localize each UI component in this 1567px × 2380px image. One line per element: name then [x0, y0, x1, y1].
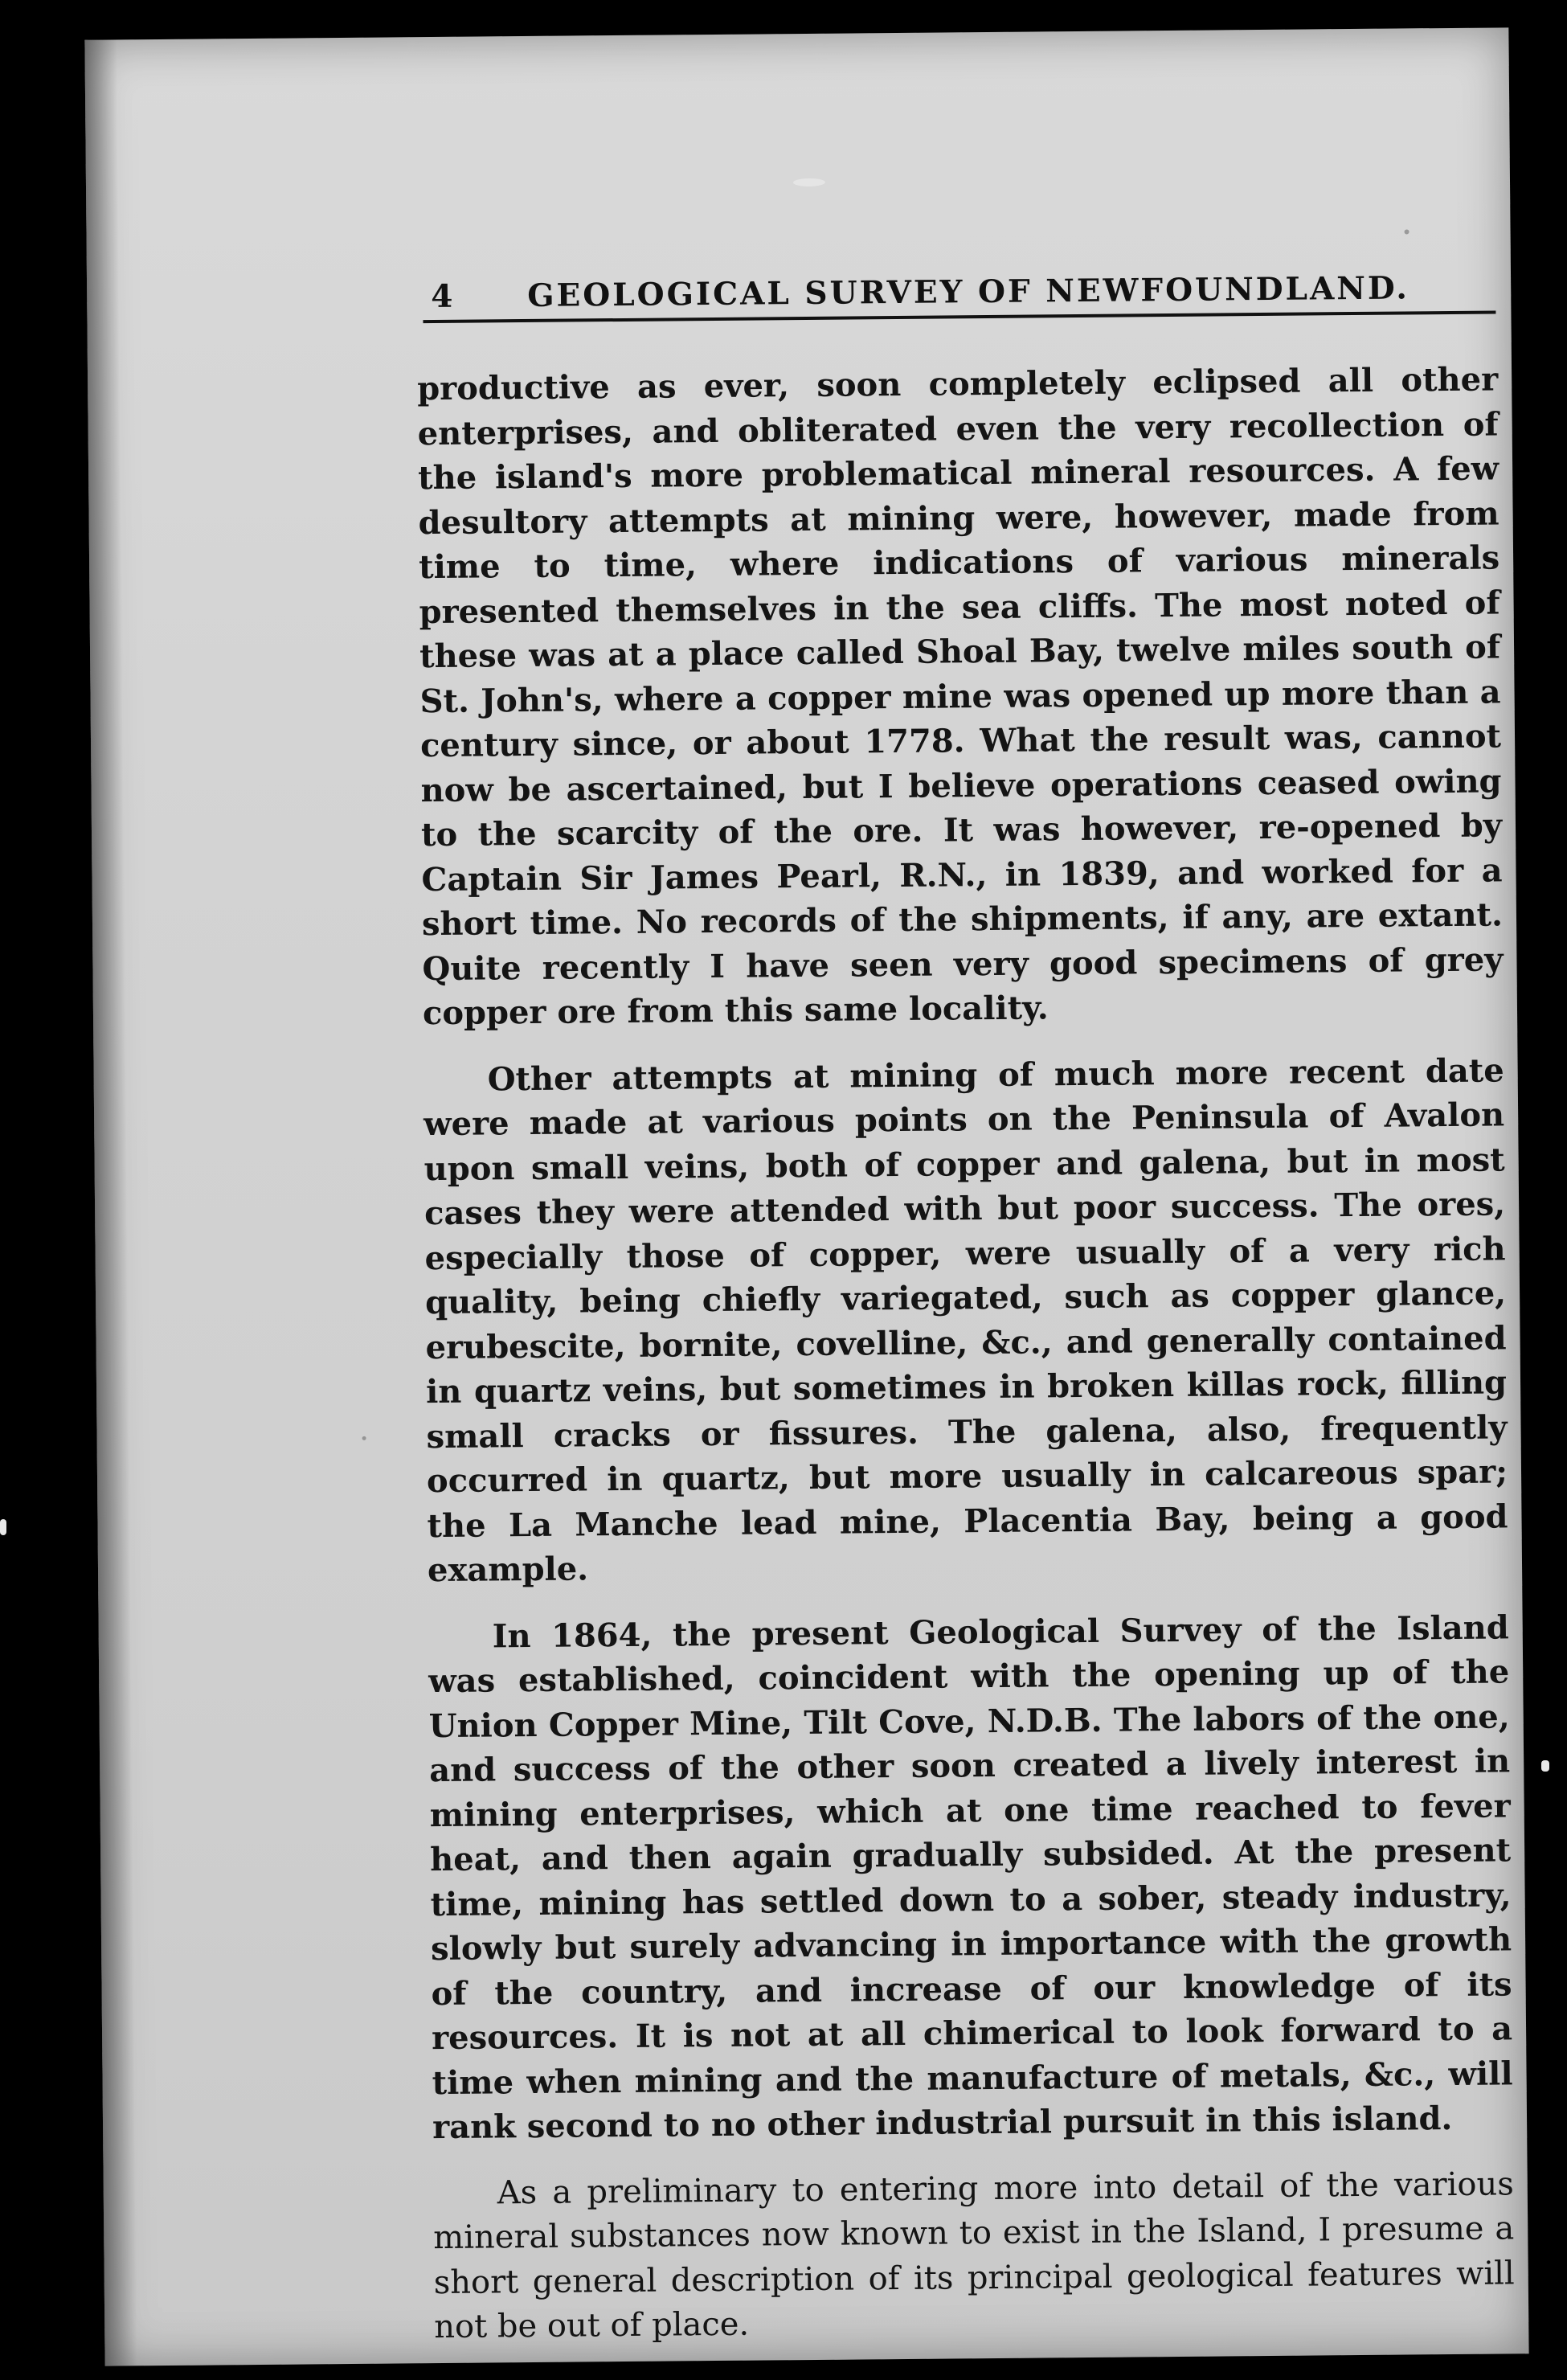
paragraph-4: As a preliminary to entering more into detail of the various mineral substances now known to exist in the Island, I presume a short general description of its principal geological features will not be out of place. — [433, 2165, 1515, 2346]
paper-speck — [1405, 229, 1409, 234]
paper-speck — [362, 1436, 366, 1440]
scanned-page — [84, 27, 1528, 2366]
paper-speck — [793, 178, 825, 186]
paragraph-3: In 1864, the present Geological Survey of the Island was established, coincident with the opening up of the Union Copper Mine, Tilt Cove, N.D.B. The labors of the one, and success of the other soon created a lively interest in mining enterprises, which at one time reached to fever heat, and then again gradually subsided. At the present time, mining has settled down to a sober, steady industry, slowly but surely advancing in importance with the growth of the country, and increase of our knowledge of its resources. It is not at all chimerical to look forward to a time when mining and the manufacture of metals, &c., will rank second to no other industrial pursuit in this island. — [428, 1608, 1513, 2147]
edge-mark — [0, 1519, 6, 1535]
edge-mark — [1541, 1760, 1549, 1772]
page-number: 4 — [431, 277, 455, 316]
running-head — [423, 268, 1495, 323]
paragraph-2: Other attempts at mining of much more recent date were made at various points on the Peninsula of Avalon upon small veins, both of copper and galena, but in most cases they were attended with but poor success. The ores, especially those of copper, were usually of a very rich quality, being chiefly variegated, such as copper glance, erubescite, bornite, covelline, &c., and generally contained in quartz veins, but sometimes in broken killas rock, filling small cracks or fissures. The galena, also, frequently occurred in quartz, but more usually in calcareous spar; the La Manche lead mine, Placentia Bay, being a good example. — [423, 1051, 1508, 1590]
paragraph-1: productive as ever, soon completely eclipsed all other enterprises, and obliterated even the very recollection of the island's more problematical mineral resources. A few desultory attempts at mining were, however, made from time to time, where indications of various minerals presented themselves in the sea cliffs. The most noted of these was at a place called Shoal Bay, twelve miles south of St. John's, where a copper mine was opened up more than a century since, or about 1778. What the result was, cannot now be ascertained, but I believe operations ceased owing to the scarcity of the ore. It was however, re-opened by Captain Sir James Pearl, R.N., in 1839, and worked for a short time. No records of the shipments, if any, are extant. Quite recently I have seen very good specimens of grey copper ore from this same locality. — [417, 360, 1504, 1033]
running-title: GEOLOGICAL SURVEY OF NEWFOUNDLAND. — [527, 269, 1410, 314]
body-text — [417, 357, 1516, 2371]
